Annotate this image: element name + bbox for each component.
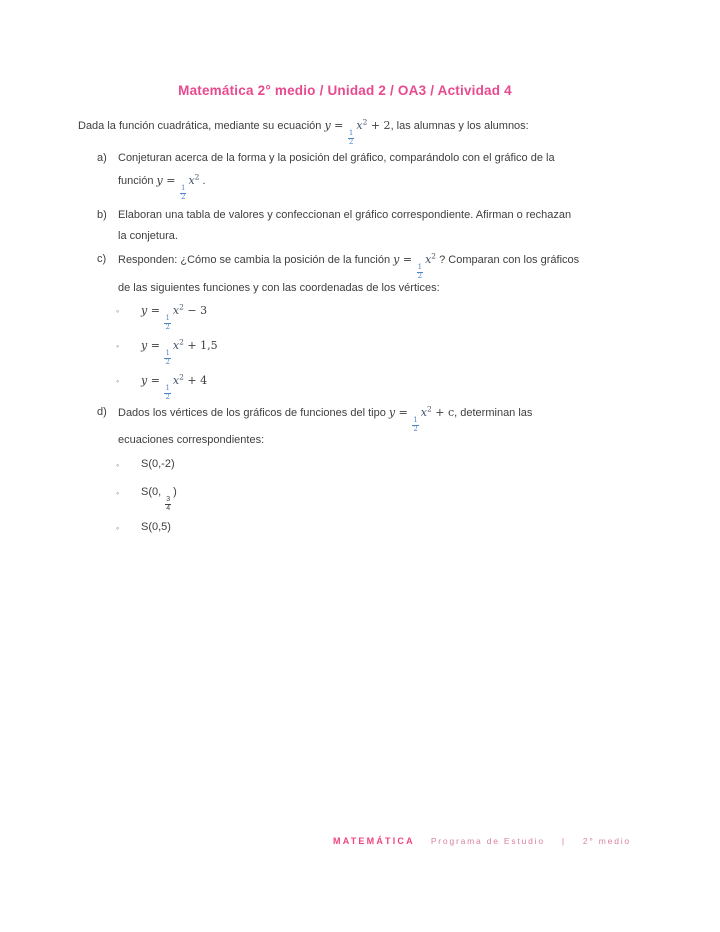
item-c-line1-post: ? Comparan con los gráficos [436,254,580,266]
vertex-pre: S(0, [141,486,165,498]
formula-lhs: y = [141,374,164,387]
item-c-line2: de las siguientes funciones y con las coordenadas de los vértices: [118,282,440,294]
footer-grade: 2° medio [582,836,631,846]
formula-intro [324,117,391,146]
page-title: Matemática 2° medio / Unidad 2 / OA3 / Actividad 4 [178,83,512,98]
formula-exponent: 2 [179,372,184,382]
formula-variable: x [172,304,180,317]
formula-exponent: 2 [362,117,368,127]
fraction-one-half: $\frac{1}{2}$ [165,349,170,366]
item-d-line1-post: , determinan las [454,407,533,419]
formula-exponent: 2 [194,172,200,182]
formula-exponent: 2 [427,404,432,414]
formula-variable: x [356,119,363,132]
formula-item-d [388,404,455,433]
formula-tail: + 2 [367,119,391,132]
formula-exponent: 2 [431,251,437,261]
page-footer [333,836,631,846]
c-bullet-2 [141,339,218,366]
item-b-line1: Elaboran una tabla de valores y confeccionan el gráfico correspondiente. Afirman o rechazan [118,209,572,221]
formula-item-a [156,172,200,201]
d-bullet-2 [141,486,177,512]
intro-paragraph [78,119,529,146]
bullet-icon: ◦ [116,460,120,470]
formula-tail: + 4 [183,374,208,387]
footer-separator: | [561,836,566,846]
item-d-line1-pre: Dados los vértices de los gráficos de funciones del tipo [118,407,389,419]
item-c-line1 [118,253,579,280]
vertex-post: ) [173,486,177,498]
item-a-line2 [118,174,206,201]
item-a-line2-post: . [199,175,206,187]
formula-lhs: y = [388,406,412,419]
item-a-line2-pre: función [118,175,157,187]
fraction-three-quarters: $\frac{3}{4}$ [166,496,171,512]
fraction-one-half: $\frac{1}{2}$ [417,263,423,280]
formula-variable: x [420,406,427,419]
fraction-one-half: $\frac{1}{2}$ [348,129,354,146]
formula-lhs: y = [141,304,164,317]
bullet-icon: ◦ [116,341,120,351]
formula-lhs: y = [324,119,347,132]
item-b-line2: la conjetura. [118,230,178,242]
item-d-line2: ecuaciones correspondientes: [118,434,265,446]
formula-variable: x [425,253,432,266]
item-d-label: d) [97,406,107,418]
formula-exponent: 2 [179,337,184,347]
fraction-one-half: $\frac{1}{2}$ [180,184,186,201]
footer-program: Programa de Estudio [430,836,545,846]
bullet-icon: ◦ [116,376,120,386]
formula-lhs: y = [393,253,416,266]
intro-text-post: , las alumnas y los alumnos: [390,120,529,132]
item-a-label: a) [97,152,107,164]
item-c-line1-pre: Responden: ¿Cómo se cambia la posición de la función [118,254,394,266]
formula-tail: + c [431,406,455,419]
formula-tail: − 3 [183,304,208,317]
item-a-line1: Conjeturan acerca de la forma y la posición del gráfico, comparándolo con el gráfico de la [118,152,555,164]
d-bullet-1: S(0,-2) [141,458,175,470]
formula-tail: + 1,5 [183,339,218,352]
c-bullet-3 [141,374,207,401]
d-bullet-3: S(0,5) [141,521,171,533]
formula-lhs: y = [156,174,179,187]
intro-text-pre: Dada la función cuadrática, mediante su ecuación [78,120,325,132]
bullet-icon: ◦ [116,488,120,498]
formula-variable: x [172,374,180,387]
formula-exponent: 2 [179,302,184,312]
c-bullet-1 [141,304,207,331]
item-b-label: b) [97,209,107,221]
formula-lhs: y = [141,339,164,352]
formula-variable: x [172,339,180,352]
fraction-one-half: $\frac{1}{2}$ [165,384,170,401]
bullet-icon: ◦ [116,523,120,533]
formula-item-c [393,251,437,280]
item-c-label: c) [97,253,107,265]
bullet-icon: ◦ [116,306,120,316]
footer-brand: MATEMÁTICA [333,836,415,846]
item-d-line1 [118,406,532,433]
formula-variable: x [188,174,195,187]
fraction-one-half: $\frac{1}{2}$ [413,416,418,433]
fraction-one-half: $\frac{1}{2}$ [165,314,170,331]
